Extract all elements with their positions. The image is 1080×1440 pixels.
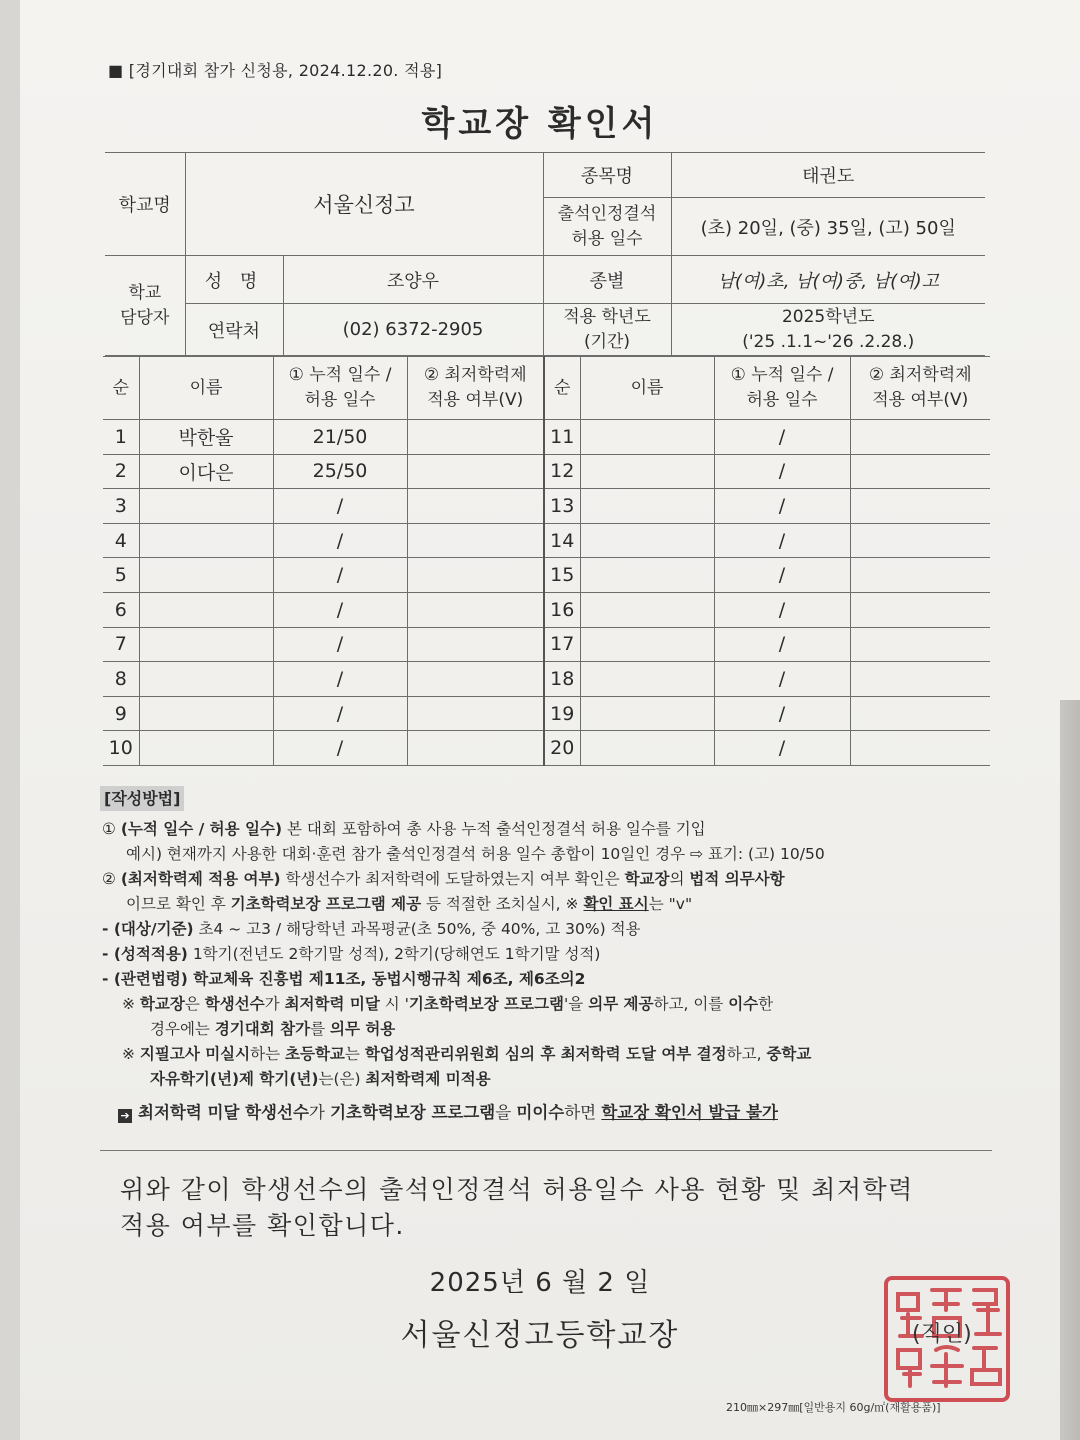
seal-mark-text: (직인) [912, 1322, 972, 1347]
student-name-right [580, 662, 714, 697]
instruction-8-bold-d: 학생선수 [204, 995, 265, 1013]
cumulative-days-right: / [714, 627, 850, 662]
cumulative-days: / [273, 696, 407, 731]
cumulative-days-right: / [714, 558, 850, 593]
cumulative-days: 21/50 [273, 420, 407, 455]
academic-year-label-line2: (기간) [583, 331, 631, 352]
instruction-8-k: 하고, 이를 [653, 995, 729, 1013]
student-name [139, 489, 273, 524]
instruction-line-5 [100, 917, 1000, 942]
arrow-box-icon: ➔ [118, 1109, 132, 1123]
cumulative-days-right: / [714, 731, 850, 766]
roster-body [103, 357, 990, 766]
cumulative-days-right: / [714, 696, 850, 731]
document-title: 학교장 확인서 [421, 104, 659, 144]
header-days-line1: ① 누적 일수 / [288, 365, 392, 385]
instruction-8-e: 가 [264, 995, 285, 1013]
academic-year-label-line1: 적용 학년도 [563, 306, 651, 327]
instruction-3-bold-b: 학교장 [624, 870, 670, 888]
row-number: 8 [103, 662, 139, 697]
table-row [103, 558, 990, 593]
warning-a: 최저학력 미달 학생선수 [138, 1103, 309, 1122]
instruction-8-a: ※ [122, 995, 140, 1013]
student-name-right [580, 523, 714, 558]
instruction-10-g: 하고, [726, 1045, 767, 1063]
minimum-check [407, 523, 544, 558]
confirmation-statement [120, 1172, 1000, 1244]
header-days-line2: 허용 일수 [304, 390, 376, 410]
instruction-8-bold-j: 의무 제공 [588, 995, 654, 1013]
minimum-check-right [850, 523, 990, 558]
minimum-check [407, 662, 544, 697]
instruction-6-bold: - (성적적용) [102, 945, 188, 963]
warning-e: 미이수 [516, 1103, 565, 1122]
instruction-6-text: 1학기(전년도 2학기말 성적), 2학기(당해연도 1학기말 성적) [187, 945, 601, 963]
table-row [103, 420, 990, 455]
student-name-right [580, 696, 714, 731]
minimum-check [407, 696, 544, 731]
academic-year-label [543, 304, 671, 356]
instruction-10-bold-f: 학업성적관리위원회 심의 후 최저학력 도달 여부 결정 [364, 1045, 727, 1063]
allowed-days-label [543, 198, 671, 256]
instruction-line-8 [100, 992, 1000, 1017]
allowed-days-label-line2: 허용 일수 [571, 228, 643, 249]
gender-label: 종별 [543, 256, 671, 304]
row-number: 5 [103, 558, 139, 593]
student-name [139, 592, 273, 627]
minimum-check [407, 420, 544, 455]
header-min-right-line2: 적용 여부(V) [872, 390, 969, 410]
student-name-right [580, 558, 714, 593]
header-min-line2: 적용 여부(V) [427, 390, 524, 410]
statement-line-1: 위와 같이 학생선수의 출석인정결석 허용일수 사용 현황 및 최저학력 [120, 1175, 914, 1204]
minimum-check-right [850, 454, 990, 489]
row-number: 6 [103, 592, 139, 627]
paper-spec: 210㎜×297㎜[일반용지 60g/㎡(재활용품)] [726, 1401, 941, 1414]
warning-c: 기초학력보장 프로그램 [330, 1103, 496, 1122]
header-min-line1: ② 최저학력제 [423, 365, 527, 385]
instruction-line-11 [100, 1067, 1000, 1092]
contact-person-label-line1: 학교 [128, 282, 162, 303]
header-min-right [850, 357, 990, 420]
cumulative-days: / [273, 627, 407, 662]
instruction-9-bold-d: 의무 허용 [329, 1020, 396, 1038]
name-value: 조양우 [283, 256, 543, 304]
instruction-4-a: 이므로 확인 후 [126, 895, 231, 913]
cumulative-days: / [273, 592, 407, 627]
instruction-4-c: 등 적절한 조치실시, ※ [421, 895, 584, 913]
school-name-label: 학교명 [105, 153, 185, 256]
row-number-right: 18 [544, 662, 580, 697]
minimum-check [407, 558, 544, 593]
roster-header-row [103, 357, 990, 420]
table-row [103, 523, 990, 558]
instruction-8-bold-b: 학교장 [139, 995, 185, 1013]
cumulative-days: 25/50 [273, 454, 407, 489]
sport-label: 종목명 [543, 153, 671, 198]
instruction-line-10 [100, 1042, 1000, 1067]
header-name: 이름 [139, 357, 273, 420]
instruction-5-bold: - (대상/기준) [102, 920, 194, 938]
header-name-right: 이름 [580, 357, 714, 420]
warning-b: 가 [308, 1103, 331, 1122]
allowed-days-value: (초) 20일, (중) 35일, (고) 50일 [671, 198, 985, 256]
circled-one: ① [102, 820, 116, 838]
student-name [139, 523, 273, 558]
cumulative-days-right: / [714, 592, 850, 627]
minimum-check-right [850, 489, 990, 524]
table-row [103, 592, 990, 627]
student-name-right [580, 454, 714, 489]
instruction-10-bold-d: 초등학교 [285, 1045, 345, 1063]
instruction-8-bold-l: 이수 [728, 995, 759, 1013]
instruction-9-c: 를 [310, 1020, 330, 1038]
minimum-check-right [850, 420, 990, 455]
student-name [139, 558, 273, 593]
student-name [139, 627, 273, 662]
academic-year-value-line1: 2025학년도 [781, 306, 875, 327]
instruction-8-bold-h: 기초학력보장 프로그램 [408, 995, 565, 1013]
student-name-right [580, 420, 714, 455]
allowed-days-label-line1: 출석인정결석 [557, 203, 657, 224]
instruction-10-e: 는 [344, 1045, 365, 1063]
minimum-check [407, 731, 544, 766]
cumulative-days: / [273, 731, 407, 766]
row-number-right: 19 [544, 696, 580, 731]
instruction-4-bold-d: 확인 표시 [583, 895, 649, 913]
sport-value: 태권도 [671, 153, 985, 198]
table-row [103, 731, 990, 766]
student-name [139, 696, 273, 731]
instruction-line-7: - (관련법령) 학교체육 진흥법 제11조, 동법시행규칙 제6조, 제6조의2 [102, 970, 586, 988]
student-name-right [580, 731, 714, 766]
instruction-9-a: 경우에는 [150, 1020, 215, 1038]
header-days-right-line1: ① 누적 일수 / [730, 365, 834, 385]
minimum-check [407, 454, 544, 489]
instruction-11-bold-c: 최저학력제 미적용 [365, 1070, 491, 1088]
cumulative-days-right: / [714, 489, 850, 524]
warning-d: 을 [495, 1103, 517, 1122]
table-row [103, 489, 990, 524]
cumulative-days-right: / [714, 420, 850, 455]
row-number-right: 12 [544, 454, 580, 489]
table-row [103, 454, 990, 489]
row-number-right: 16 [544, 592, 580, 627]
academic-year-value [671, 304, 985, 356]
instruction-10-bold-b: 지필고사 미실시 [139, 1045, 251, 1063]
instruction-11-b: 는(은) [318, 1070, 366, 1088]
instruction-3-text-c: 의 [669, 870, 690, 888]
instruction-8-m: 한 [758, 995, 774, 1013]
instruction-3-bold-d: 법적 의무사항 [689, 870, 785, 888]
instruction-line-9 [100, 1017, 1000, 1042]
form-header-note: ■ [경기대회 참가 신청용, 2024.12.20. 적용] [108, 61, 443, 80]
minimum-check-right [850, 592, 990, 627]
minimum-check-right [850, 696, 990, 731]
cumulative-days: / [273, 662, 407, 697]
instruction-10-bold-h: 중학교 [766, 1045, 812, 1063]
instructions-section [100, 786, 1000, 1125]
student-name [139, 662, 273, 697]
circled-two: ② [102, 870, 116, 888]
student-name-right [580, 489, 714, 524]
table-row [103, 696, 990, 731]
row-number-right: 17 [544, 627, 580, 662]
instruction-11-bold-a: 자유학기(년)제 학기(년) [150, 1070, 319, 1088]
minimum-check-right [850, 627, 990, 662]
row-number: 2 [103, 454, 139, 489]
gender-value: 남(여)초, 남(여)중, 남(여)고 [671, 256, 985, 304]
row-number: 1 [103, 420, 139, 455]
school-info-table [105, 152, 985, 356]
header-min-right-line1: ② 최저학력제 [868, 365, 972, 385]
header-no: 순 [103, 357, 139, 420]
instruction-1-bold: (누적 일수 / 허용 일수) [120, 820, 283, 838]
minimum-check-right [850, 731, 990, 766]
name-label: 성 명 [185, 256, 283, 304]
cumulative-days: / [273, 523, 407, 558]
header-days-right-line2: 허용 일수 [746, 390, 818, 410]
phone-value: (02) 6372-2905 [283, 304, 543, 356]
principal-title: 서울신정고등학교장 [400, 1318, 680, 1353]
contact-person-label-line2: 담당자 [120, 307, 170, 328]
row-number-right: 13 [544, 489, 580, 524]
row-number: 3 [103, 489, 139, 524]
instruction-3-text-a: 학생선수가 최저학력에 도달하였는지 여부 확인은 [280, 870, 625, 888]
instruction-8-c: 은 [184, 995, 205, 1013]
student-name [139, 731, 273, 766]
minimum-check-right [850, 558, 990, 593]
table-row [103, 662, 990, 697]
issue-date: 2025년 6 월 2 일 [429, 1268, 651, 1298]
student-name-right [580, 592, 714, 627]
contact-person-label [105, 256, 185, 356]
header-min [407, 357, 544, 420]
row-number: 9 [103, 696, 139, 731]
minimum-check [407, 489, 544, 524]
cumulative-days: / [273, 489, 407, 524]
minimum-check [407, 592, 544, 627]
row-number: 7 [103, 627, 139, 662]
student-roster-table [103, 356, 990, 766]
instruction-line-2: 예시) 현재까지 사용한 대회·훈련 참가 출석인정결석 허용 일수 총합이 10일인 경우 ⇨ 표기: (고) 10/50 [126, 845, 825, 863]
phone-label: 연락처 [185, 304, 283, 356]
instruction-line-6 [100, 942, 1000, 967]
cumulative-days-right: / [714, 523, 850, 558]
cumulative-days: / [273, 558, 407, 593]
table-row [103, 627, 990, 662]
row-number: 4 [103, 523, 139, 558]
instruction-4-bold-b: 기초학력보장 프로그램 제공 [230, 895, 422, 913]
row-number-right: 11 [544, 420, 580, 455]
instruction-9-bold-b: 경기대회 참가 [214, 1020, 311, 1038]
row-number-right: 14 [544, 523, 580, 558]
minimum-check [407, 627, 544, 662]
instruction-8-g: 시 ' [379, 995, 409, 1013]
header-no-right: 순 [544, 357, 580, 420]
instruction-line-1 [100, 817, 1000, 842]
instruction-5-text: 초4 ~ 고3 / 해당학년 과목평균(초 50%, 중 40%, 고 30%) 적용 [193, 920, 641, 938]
row-number: 10 [103, 731, 139, 766]
warning-line [100, 1100, 1000, 1125]
minimum-check-right [850, 662, 990, 697]
row-number-right: 20 [544, 731, 580, 766]
cumulative-days-right: / [714, 662, 850, 697]
instruction-3-bold: (최저학력제 적용 여부) [120, 870, 281, 888]
instruction-1-text: 본 대회 포함하여 총 사용 누적 출석인정결석 허용 일수를 기입 [282, 820, 706, 838]
instruction-8-bold-f: 최저학력 미달 [284, 995, 380, 1013]
academic-year-value-line2: ('25 .1.1~'26 .2.28.) [742, 331, 915, 352]
student-name: 박한울 [139, 420, 273, 455]
header-days-right [714, 357, 850, 420]
warning-g: 학교장 확인서 발급 불가 [601, 1103, 778, 1122]
school-name-value: 서울신정고 [185, 153, 543, 256]
instructions-label: [작성방법] [100, 786, 184, 811]
statement-line-2: 적용 여부를 확인합니다. [120, 1211, 405, 1240]
instruction-4-e: 는 "v" [648, 895, 693, 913]
instruction-line-3 [100, 867, 1000, 892]
instruction-8-i: '을 [564, 995, 589, 1013]
student-name-right [580, 627, 714, 662]
header-days [273, 357, 407, 420]
instruction-line-4 [100, 892, 1000, 917]
row-number-right: 15 [544, 558, 580, 593]
student-name: 이다은 [139, 454, 273, 489]
instruction-10-a: ※ [122, 1045, 140, 1063]
cumulative-days-right: / [714, 454, 850, 489]
instruction-10-c: 하는 [250, 1045, 286, 1063]
warning-f: 하면 [564, 1103, 602, 1122]
section-divider [100, 1150, 992, 1151]
